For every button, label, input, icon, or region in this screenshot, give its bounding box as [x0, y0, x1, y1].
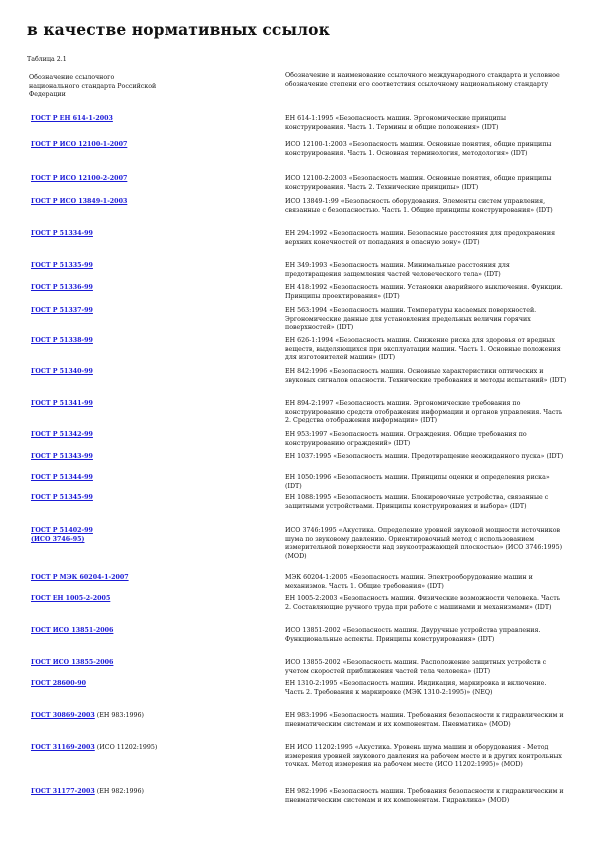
- standard-link[interactable]: ГОСТ Р 51402-99: [31, 527, 93, 534]
- standard-link[interactable]: ГОСТ Р 51338-99: [31, 337, 93, 344]
- table-row: [27, 400, 569, 431]
- international-standard-cell: ЕН 626-1:1994 «Безопасность машин. Снижение риска для здоровья от вредных веществ, выделяющихся при эксплуатации машин. Часть 1. Основные положения для изготовителей машин» (IDT): [285, 337, 561, 362]
- table-row: [27, 574, 569, 595]
- table-row: [27, 527, 569, 574]
- table-row: [27, 712, 569, 744]
- table-row: [27, 368, 569, 400]
- international-standard-cell: ЕН 842:1996 «Безопасность машин. Основные характеристики оптических и звуковых сигналов опасности. Технические требования и методы испытаний» (IDT): [285, 368, 567, 384]
- national-standard-cell: [31, 659, 251, 668]
- national-standard-cell: [31, 337, 251, 346]
- international-standard-cell: ЕН 563:1994 «Безопасность машин. Температуры касаемых поверхностей. Эргономические данные для установления предельных величин горячих поверхностей» (IDT): [285, 307, 537, 332]
- standard-link[interactable]: ГОСТ Р 51343-99: [31, 453, 93, 460]
- international-standard-cell: ЕН 349:1993 «Безопасность машин. Минимальные расстояния для предотвращения защемления частей человеческого тела» (IDT): [285, 262, 510, 278]
- international-standard-cell: ЕН 1310-2:1995 «Безопасность машин. Индикация, маркировка и включение. Часть 2. Требования к маркировке (МЭК 1310-2:1995)» (NEQ): [285, 680, 547, 696]
- national-standard-cell: [31, 175, 251, 184]
- international-standard-cell: ЕН 894-2:1997 «Безопасность машин. Эргономические требования по конструированию средств отображения информации и органов управления. Часть 2. Средства отображения информации» (IDT): [285, 400, 563, 425]
- standard-link[interactable]: ГОСТ Р 51337-99: [31, 307, 93, 314]
- international-standard-cell: ИСО 12100-2:2003 «Безопасность машин. Основные понятия, общие принципы конструирования. Часть 2. Технические принципы» (IDT): [285, 175, 552, 191]
- standard-link[interactable]: ГОСТ Р 51344-99: [31, 474, 93, 481]
- table-row: [27, 115, 569, 141]
- standard-link[interactable]: ГОСТ Р ИСО 12100-2-2007: [31, 175, 128, 182]
- table-row: [27, 175, 569, 198]
- national-standard-cell: [31, 141, 251, 150]
- table-row: [27, 262, 569, 284]
- international-standard-cell: ИСО 13851-2002 «Безопасность машин. Двуручные устройства управления. Функциональные аспекты. Принципы конструирования» (IDT): [285, 627, 541, 643]
- page-heading: в качестве нормативных ссылок: [27, 20, 330, 39]
- harmonized-standard-note[interactable]: (ИСО 3746-95): [31, 535, 85, 543]
- standard-link[interactable]: ГОСТ ИСО 13855-2006: [31, 659, 114, 666]
- table-row: [27, 474, 569, 494]
- table-row: [27, 627, 569, 659]
- international-standard-cell: ЕН 1037:1995 «Безопасность машин. Предотвращение неожиданного пуска» (IDT): [285, 453, 564, 460]
- table-row: [27, 453, 569, 474]
- standard-link[interactable]: ГОСТ ИСО 13851-2006: [31, 627, 114, 634]
- standard-link[interactable]: ГОСТ Р 51334-99: [31, 230, 93, 237]
- harmonized-standard-note: (ИСО 11202:1995): [96, 744, 158, 751]
- national-standard-cell: [31, 627, 251, 636]
- table-row: [27, 494, 569, 527]
- table-row: [27, 595, 569, 627]
- national-standard-cell: [31, 230, 251, 239]
- standard-link[interactable]: ГОСТ Р ИСО 13849-1-2003: [31, 198, 128, 205]
- table-row: [27, 284, 569, 307]
- national-standard-cell: [31, 284, 251, 293]
- header-national-standard: Обозначение ссылочного национального стандарта Российской Федерации: [29, 74, 157, 99]
- international-standard-cell: ЕН 982:1996 «Безопасность машин. Требования безопасности к гидравлическим и пневматическим системам и их компонентам. Гидравлика» (MOD): [285, 788, 564, 804]
- international-standard-cell: ЕН 953:1997 «Безопасность машин. Ограждения. Общие требования по конструированию ограждений» (IDT): [285, 431, 527, 447]
- standard-link[interactable]: ГОСТ 28600-90: [31, 680, 87, 687]
- standard-link[interactable]: ГОСТ 30869-2003: [31, 712, 95, 719]
- harmonized-standard-note: (ЕН 982:1996): [96, 788, 144, 795]
- standard-link[interactable]: ГОСТ 31177-2003: [31, 788, 95, 795]
- national-standard-cell: [31, 595, 251, 604]
- national-standard-cell: [31, 453, 251, 462]
- national-standard-cell: [31, 307, 251, 316]
- international-standard-cell: ИСО 13855-2002 «Безопасность машин. Расположение защитных устройств с учетом скоростей приближения частей тела человека» (IDT): [285, 659, 547, 675]
- table-row: [27, 680, 569, 712]
- national-standard-cell: [31, 574, 251, 583]
- harmonized-standard-note: (ЕН 983:1996): [96, 712, 144, 719]
- standard-link[interactable]: ГОСТ Р ЕН 614-1-2003: [31, 115, 113, 122]
- standard-link[interactable]: ГОСТ Р 51335-99: [31, 262, 93, 269]
- national-standard-cell: [31, 494, 251, 503]
- national-standard-cell: [31, 680, 251, 689]
- table-row: [27, 141, 569, 175]
- national-standard-cell: [31, 788, 251, 797]
- international-standard-cell: ЕН 1005-2:2003 «Безопасность машин. Физические возможности человека. Часть 2. Составляющие ручного труда при работе с машинами и механизмами» (IDT): [285, 595, 561, 611]
- international-standard-cell: ЕН ИСО 11202:1995 «Акустика. Уровень шума машин и оборудования - Метод измерения уровней звукового давления на рабочем месте и в других контрольных точках. Метод измерения на рабочем месте (ИСО 11202:1995)» (MOD): [285, 744, 562, 769]
- standard-link[interactable]: ГОСТ Р ИСО 12100-1-2007: [31, 141, 128, 148]
- national-standard-cell: [31, 198, 251, 207]
- national-standard-cell: [31, 400, 251, 409]
- international-standard-cell: ЕН 1050:1996 «Безопасность машин. Принципы оценки и определения риска» (IDT): [285, 474, 550, 490]
- table-row: [27, 431, 569, 453]
- table-row: [27, 198, 569, 230]
- national-standard-cell: [31, 262, 251, 271]
- standard-link[interactable]: ГОСТ 31169-2003: [31, 744, 95, 751]
- international-standard-cell: МЭК 60204-1:2005 «Безопасность машин. Электрооборудование машин и механизмов. Часть 1. Общие требования» (IDT): [285, 574, 533, 590]
- standard-link[interactable]: ГОСТ Р 51340-99: [31, 368, 93, 375]
- standard-link[interactable]: ГОСТ Р МЭК 60204-1-2007: [31, 574, 129, 581]
- table-row: [27, 337, 569, 368]
- national-standard-cell: [31, 744, 251, 753]
- national-standard-cell: [31, 527, 251, 544]
- reference-table: [27, 115, 569, 813]
- international-standard-cell: ЕН 1088:1995 «Безопасность машин. Блокировочные устройства, связанные с защитными устройствами. Принципы конструирования и выбора» (IDT): [285, 494, 549, 510]
- national-standard-cell: [31, 474, 251, 483]
- national-standard-cell: [31, 431, 251, 440]
- table-row: [27, 230, 569, 262]
- international-standard-cell: ИСО 3746:1995 «Акустика. Определение уровней звуковой мощности источников шума по звуковому давлению. Ориентировочный метод с использованием измерительной поверхности над звукоотражающей плоскостью» (ИСО 3746:1995) (MOD): [285, 527, 563, 560]
- national-standard-cell: [31, 368, 251, 377]
- standard-link[interactable]: ГОСТ ЕН 1005-2-2005: [31, 595, 111, 602]
- international-standard-cell: ЕН 983:1996 «Безопасность машин. Требования безопасности к гидравлическим и пневматическим системам и их компонентам. Пневматика» (MOD): [285, 712, 564, 728]
- standard-link[interactable]: ГОСТ Р 51345-99: [31, 494, 93, 501]
- table-row: [27, 788, 569, 813]
- national-standard-cell: [31, 712, 251, 721]
- national-standard-cell: [31, 115, 251, 124]
- table-row: [27, 307, 569, 337]
- international-standard-cell: ИСО 13849-1:99 «Безопасность оборудования. Элементы систем управления, связанные с безопасностью. Часть 1. Общие принципы конструирования» (IDT): [285, 198, 553, 214]
- table-row: [27, 744, 569, 788]
- header-international-standard: Обозначение и наименование ссылочного международного стандарта и условное обозначение степени его соответствия ссылочному национальному стандарту: [285, 72, 560, 88]
- international-standard-cell: ЕН 614-1:1995 «Безопасность машин. Эргономические принципы конструирования. Часть 1. Термины и общие положения» (IDT): [285, 115, 507, 131]
- table-caption: Таблица 2.1: [27, 56, 67, 63]
- standard-link[interactable]: ГОСТ Р 51342-99: [31, 431, 93, 438]
- international-standard-cell: ЕН 294:1992 «Безопасность машин. Безопасные расстояния для предохранения верхних конечностей от попадания в опасную зону» (IDT): [285, 230, 556, 246]
- standard-link[interactable]: ГОСТ Р 51341-99: [31, 400, 93, 407]
- international-standard-cell: ЕН 418:1992 «Безопасность машин. Установки аварийного выключения. Функции. Принципы проектирования» (IDT): [285, 284, 563, 300]
- table-row: [27, 659, 569, 680]
- international-standard-cell: ИСО 12100-1:2003 «Безопасность машин. Основные понятия, общие принципы конструирования. Часть 1. Основная терминология, методология» (IDT): [285, 141, 552, 157]
- standard-link[interactable]: ГОСТ Р 51336-99: [31, 284, 93, 291]
